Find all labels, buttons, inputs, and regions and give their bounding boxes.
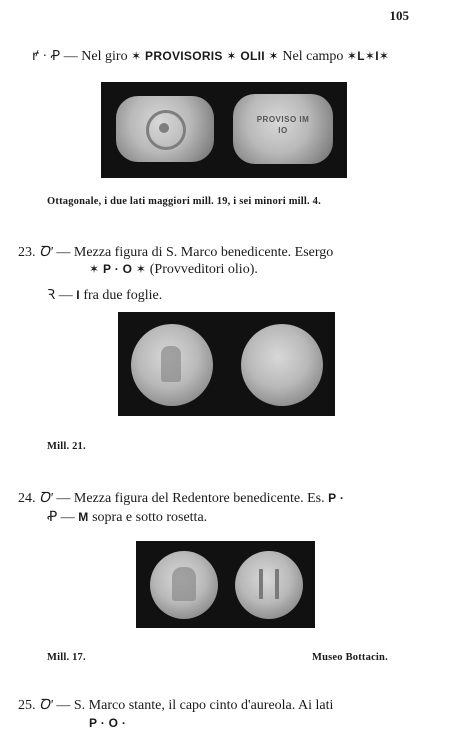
obverse-symbol: Ꝺ': [39, 245, 53, 260]
description: S. Marco stante, il capo cinto d'aureola. Ai lati: [73, 698, 334, 713]
item-24-reverse: [47, 509, 207, 526]
dash: —: [60, 510, 75, 525]
description: Mezza figura di S. Marco benedicente. Esergo: [73, 245, 334, 260]
entry-top-line: [32, 46, 389, 65]
coin-photo-3: [136, 541, 315, 628]
coin-reverse: [241, 324, 323, 406]
item-number: 25.: [18, 698, 36, 713]
dash: —: [63, 49, 78, 64]
description: sopra e sotto rosetta.: [92, 510, 208, 525]
caption-3-right: Museo Bottacin.: [312, 652, 388, 663]
coin-photo-2: [118, 312, 335, 416]
description: (Provveditori olio).: [149, 262, 258, 277]
letter-m-mark: [259, 569, 279, 599]
dash: —: [58, 288, 73, 303]
coin-obverse: [131, 324, 213, 406]
dash: —: [56, 491, 71, 506]
center-dot: [159, 123, 169, 133]
item-25-line-2: [89, 716, 126, 732]
reverse-symbol: Ꝛ: [47, 288, 56, 303]
dash: —: [56, 245, 71, 260]
legend: P · O ·: [89, 716, 127, 730]
description: fra due foglie.: [83, 288, 163, 303]
caption-2: Mill. 21.: [47, 441, 86, 452]
reverse-symbol: Ꝓ: [47, 510, 58, 525]
page-number: 105: [389, 8, 409, 23]
coin-photo-1: [101, 82, 347, 178]
figure-mark: [161, 346, 181, 382]
legend: ✶ PROVISORIS ✶ OLII ✶: [131, 49, 279, 63]
legend: M: [78, 510, 89, 524]
item-23-line-2: [89, 262, 258, 278]
text: Nel campo: [282, 49, 344, 64]
item-25-line-1: [18, 695, 333, 714]
caption-1: Ottagonale, i due lati maggiori mill. 19, i sei minori mill. 4.: [47, 196, 321, 207]
obverse-symbol: Ꝺ': [39, 698, 53, 713]
caption-3-left: Mill. 17.: [47, 652, 86, 663]
coin-obverse: [116, 96, 214, 162]
dash: —: [56, 698, 71, 713]
description: Mezza figura del Redentore benedicente. Es.: [73, 491, 325, 506]
legend: ✶L✶I✶: [346, 49, 390, 63]
obverse-symbol: Ꝺ': [39, 491, 53, 506]
item-23-line-1: [18, 242, 333, 261]
legend: I: [76, 288, 80, 302]
legend: ✶ P · O ✶: [89, 262, 147, 276]
item-23-reverse: [47, 285, 162, 304]
coin-inscription: PROVISO IM IO: [256, 115, 310, 135]
item-24-line-1: [18, 488, 344, 507]
coin-reverse: [235, 551, 303, 619]
item-number: 24.: [18, 491, 36, 506]
coin-reverse: [233, 94, 333, 164]
coin-obverse: [150, 551, 218, 619]
text: Nel giro: [81, 49, 128, 64]
figure-mark: [172, 567, 196, 601]
reverse-symbol: ꝵ · Ꝓ: [32, 49, 61, 64]
item-number: 23.: [18, 245, 36, 260]
legend: P ·: [328, 491, 345, 505]
